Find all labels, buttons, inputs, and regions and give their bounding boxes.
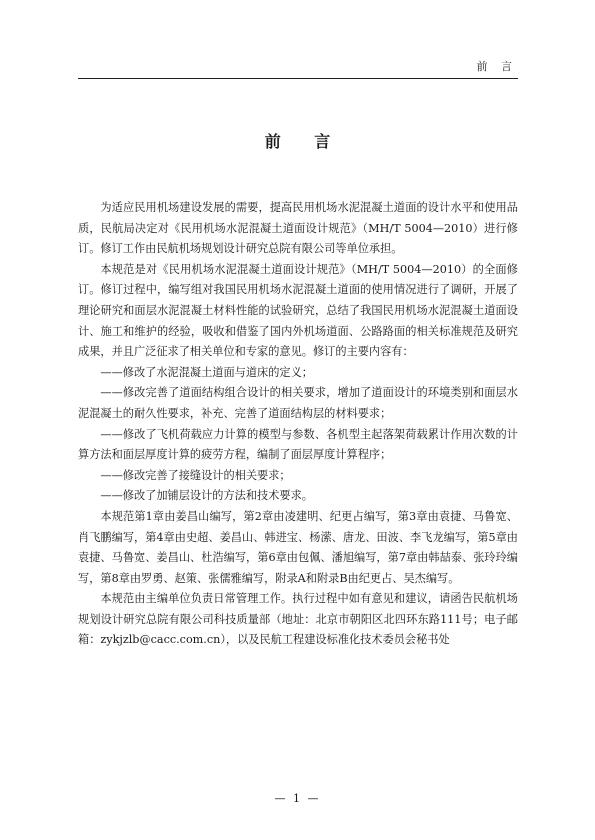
paragraph: 本规范由主编单位负责日常管理工作。执行过程中如有意见和建议，请函告民航机场规划设计研究总院有限公司科技质量部（地址：北京市朝阳区北四环东路111号；电子邮箱：zykjzlb@cacc.com.cn），以及民航工程建设标准化技术委员会秘书处 bbox=[78, 592, 518, 647]
list-item: ——修改完善了接缝设计的相关要求； bbox=[100, 468, 291, 482]
header-divider bbox=[78, 78, 518, 79]
paragraph: 本规范是对《民用机场水泥混凝土道面设计规范》（MH/T 5004—2010）的全面修订。修订过程中，编写组对我国民用机场水泥混凝土道面的使用情况进行了调研，开展了理论研究和面层水泥混凝土材料性能的试验研究，总结了我国民用机场水泥混凝土道面设计、施工和维护的经验，吸收和借鉴了国内外机场道面、公路路面的相关标准规范及研究成果，并且广泛征求了相关单位和专家的意见。修订的主要内容有： bbox=[78, 262, 518, 359]
paragraph: 为适应民用机场建设发展的需要，提高民用机场水泥混凝土道面的设计水平和使用品质，民航局决定对《民用机场水泥混凝土道面设计规范》（MH/T 5004—2010）进行修订。修订工作由民航机场规划设计研究总院有限公司等单位承担。 bbox=[78, 201, 518, 256]
page-number: — 1 — bbox=[274, 792, 321, 805]
list-item: ——修改了水泥混凝土道面与道床的定义； bbox=[100, 365, 313, 379]
paragraph: 本规范第1章由姜昌山编写，第2章由凌建明、纪更占编写，第3章由袁捷、马鲁宽、肖飞鹏编写，第4章由史超、姜昌山、韩进宝、杨潆、唐龙、田波、李飞龙编写，第5章由袁捷、马鲁宽、姜昌山、杜浩编写，第6章由包佩、潘旭编写，第7章由韩喆泰、张玲玲编写，第8章由罗勇、赵策、张儒雅编写，附录A和附录B由纪更占、吴杰编写。 bbox=[78, 509, 518, 585]
list-item: ——修改了加铺层设计的方法和技术要求。 bbox=[100, 489, 313, 503]
list-item: ——修改完善了道面结构组合设计的相关要求，增加了道面设计的环境类别和面层水泥混凝土的耐久性要求，补充、完善了道面结构层的材料要求； bbox=[78, 386, 518, 420]
page-title: 前 言 bbox=[264, 132, 345, 151]
list-item: ——修改了飞机荷载应力计算的模型与参数、各机型主起落架荷载累计作用次数的计算方法和面层厚度计算的疲劳方程，编制了面层厚度计算程序； bbox=[78, 427, 518, 462]
running-header: 前 言 bbox=[476, 60, 517, 73]
body-text bbox=[78, 198, 518, 651]
